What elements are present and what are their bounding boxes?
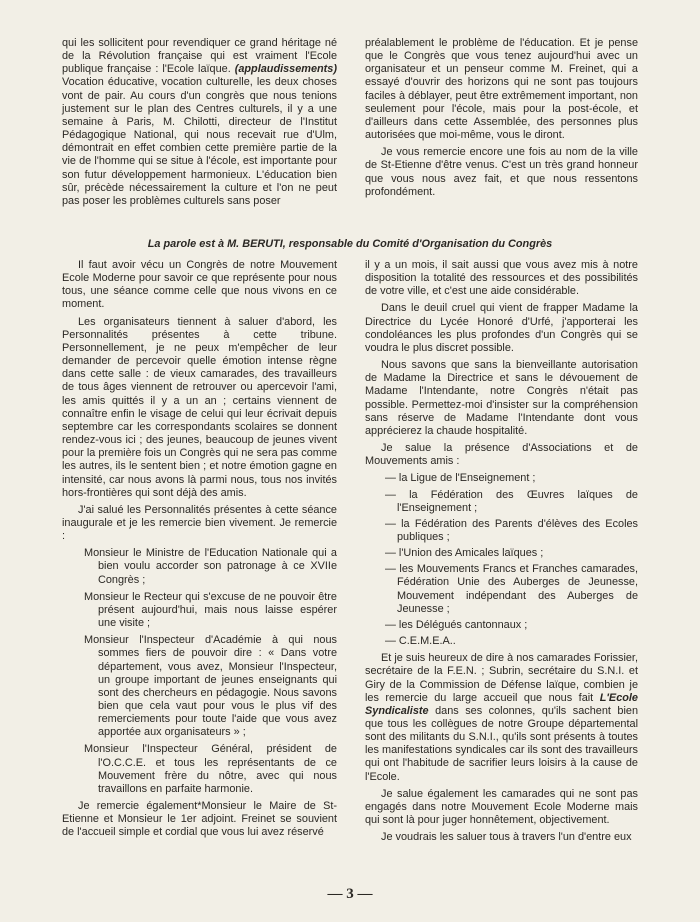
paragraph-text: qui les sollicitent pour revendiquer ce grand héritage né de la Révolution française qui est vraiment l'Ecole publique française : l'Ecole laïque. [62, 37, 337, 76]
speaker-name: M. BERUTI [227, 238, 283, 250]
thanks-item: Monsieur l'Inspecteur d'Académie à qui nous sommes fiers de pouvoir dire : « Dans votre département, vous avez, Monsieur l'Inspecteur, un groupe important de jeunes enseignants qui sont des chercheurs en pédagogie. Nous savons bien que cela vaut pour vous le plus vif des remerciements pour toute l'aide que vous avez apportée aux organisateurs » ; [84, 634, 337, 739]
list-item: — les Mouvements Francs et Franches camarades, Fédération Unie des Auberges de Jeunesse, Mouvement indépendant des Auberges de Jeunesse ; [385, 563, 638, 615]
paragraph: J'ai salué les Personnalités présentes à cette séance inaugurale et je les remercie bien vivement. Je remercie : [62, 503, 337, 543]
journal-title: L'Ecole Syndicaliste [365, 691, 638, 717]
paragraph-text: Vocation éducative, vocation culturelle, les deux choses vont de pair. Au cours d'un congrès que nous tenions justement sur le plan des Centres culturels, il y a une semaine à Paris, M. Chilotti, directeur de l'Institut Pédagogique National, qui nous recevait rue d'Ulm, démontrait en effet combien cette première partie de la vie de l'homme qui se situe à l'école, est importante pour son futur développement harmonieux. L'éducation bien sûr, précède nécessairement la culture et l'on ne peut pas poser les problèmes culturels sans poser [62, 76, 337, 207]
paragraph: Je vous remercie encore une fois au nom de la ville de St-Etienne d'être venus. C'est un très grand honneur que vous nous avez fait, et que nous ressentons profondément. [365, 146, 638, 198]
paragraph: Dans le deuil cruel qui vient de frapper Madame la Directrice du Lycée Honoré d'Urfé, j'apporterai les condoléances les plus profondes d'un Congrès qui se voudra le plus discret possible. [365, 302, 638, 354]
heading-prefix: La parole est à [147, 238, 228, 250]
paragraph: préalablement le problème de l'éducation. Et je pense que le Congrès que vous tenez aujourd'hui avec un organisateur et un penseur comme M. Freinet, qui a essayé d'ouvrir des horizons qui ne sont pas toujours faciles à déblayer, peut être extrêmement important, non seulement pour l'école, mais pour la post-école, et d'ailleurs dans cette Assemblée, des personnes plus autorisées que moi-même, vous le diront. [365, 37, 638, 142]
paragraph: Il faut avoir vécu un Congrès de notre Mouvement Ecole Moderne pour savoir ce que représente pour nous tous, une séance comme celle que nous vivons en ce moment. [62, 259, 337, 311]
list-item: — C.E.M.E.A.. [385, 635, 456, 648]
heading-suffix: , responsable du Comité d'Organisation du Congrès [282, 238, 553, 250]
paragraph: il y a un mois, il sait aussi que vous avez mis à notre disposition la totalité des ressources et des possibilités de votre ville, et c'est une aide considérable. [365, 259, 638, 298]
organization-list [365, 472, 638, 648]
paragraph: Je voudrais les saluer tous à travers l'un d'entre eux [381, 831, 632, 844]
paragraph: Je remercie également*Monsieur le Maire de St-Etienne et Monsieur le 1er adjoint. Freinet se souvient de l'accueil simple et cordial que vous lui avez réservé [62, 800, 337, 839]
bottom-right-column [365, 259, 638, 848]
list-item: — la Ligue de l'Enseignement ; [385, 472, 536, 485]
list-item: — la Fédération des Œuvres laïques de l'Enseignement ; [385, 488, 638, 514]
paragraph: Je salue également les camarades qui ne sont pas engagés dans notre Mouvement Ecole Moderne mais qui sont là pour juger honnêtement, objectivement. [365, 787, 638, 827]
paragraph-text: dans ses colonnes, qu'ils sachent bien que tous les collègues de notre Groupe départemental sont des militants du S.N.I., qu'ils sont présents à toutes les manifestations syndicales car ils sont des travailleurs qui ont l'habitude de sacrifier leurs loisirs à la cause de l'Ecole. [365, 704, 638, 783]
page-number: — 3 — [327, 886, 373, 902]
paragraph-text: Et je suis heureux de dire à nos camarades Forissier, secrétaire de la F.E.N. ; Subrin, secrétaire du S.N.I. et Giry de la Commission de Défense laïque, combien je les remercie du large accueil que nous fait [365, 652, 638, 704]
paragraph: Les organisateurs tiennent à saluer d'abord, les Personnalités présentes à cette tribune. Personnellement, je ne peux m'empêcher de leur demander de percevoir quelle émotion intense règne dans cette salle : de vieux camarades, des travailleurs de tous âges viennent de retrouver ou apercevoir l'ami, les amis quittés il y a un an ; certains viennent de connaître enfin le visage de celui qui leur écrivait depuis septembre car les correspondants scolaires se donnent rendez-vous ici ; des jeunes, beaucoup de jeunes vivent pour la première fois un Congrès qui ne sera pas comme les autres, ils le sentent bien ; et notre émotion gagne en intensité, car nous avons là parmi nous, tous nos invités hors-frontières qui sont déjà des amis. [62, 315, 337, 499]
thanks-item: Monsieur le Ministre de l'Education Nationale qui a bien voulu accorder son patronage à ce XVIIe Congrès ; [84, 547, 337, 586]
paragraph: Je salue la présence d'Associations et de Mouvements amis : [365, 442, 638, 468]
section-heading [62, 238, 638, 251]
list-item: — l'Union des Amicales laïques ; [385, 547, 544, 560]
top-left-column [62, 37, 337, 212]
thanks-item: Monsieur le Recteur qui s'excuse de ne pouvoir être présent aujourd'hui, mais nous laisse espérer une visite ; [84, 590, 337, 630]
bottom-left-column [62, 259, 337, 844]
paragraph: Nous savons que sans la bienveillante autorisation de Madame la Directrice et sans le dévouement de Madame l'Intendante, notre Congrès n'était pas possible. Permettez-moi d'insister sur la compréhension sans réserve de Madame l'Intendante dont vous apprécierez la chaude hospitalité. [365, 359, 638, 437]
list-item: — la Fédération des Parents d'élèves des Ecoles publiques ; [385, 517, 638, 543]
paragraph [365, 652, 638, 784]
thanks-item: Monsieur l'Inspecteur Général, président de l'O.C.C.E. et tous les représentants de ce Mouvement frère du nôtre, avec qui nous travaillons en parfaite harmonie. [84, 743, 337, 795]
list-item: — les Délégués cantonnaux ; [385, 618, 528, 631]
applause-note: (applaudissements) [234, 63, 337, 76]
top-right-column [365, 37, 638, 203]
paragraph [62, 37, 337, 208]
